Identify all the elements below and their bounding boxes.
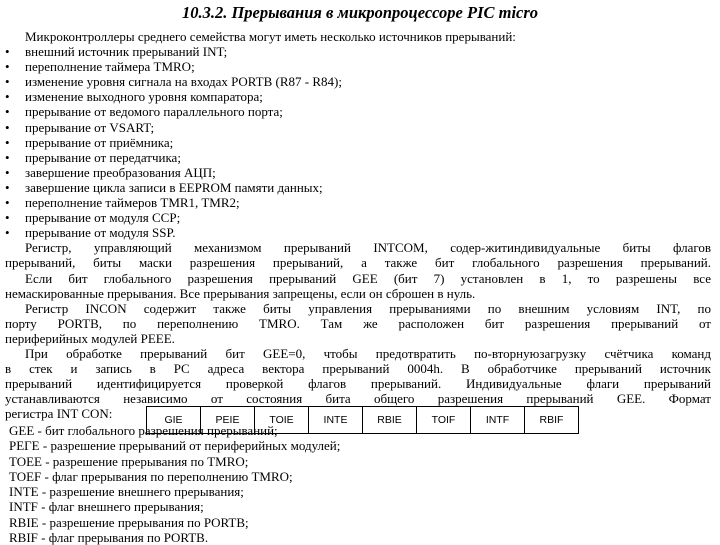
bullet-icon: • [5, 149, 10, 165]
interrupt-sources-list [5, 44, 711, 240]
paragraph-line: устанавливаются независимо от состояния бита общего разрешения прерываний GEE. Формат [5, 391, 711, 407]
interrupt-source-text: прерывание от модуля SSP. [25, 225, 176, 241]
bit-definition-item: TOEE - разрешение прерывания по TMRO; [9, 453, 249, 469]
interrupt-source-item [5, 180, 711, 195]
interrupt-source-item [5, 165, 711, 180]
interrupt-source-text: завершение преобразования АЦП; [25, 164, 216, 180]
paragraph-line: Регистр, управляющий механизмом прерываний INTCOM, содер-житиндивидуальные биты флагов [25, 240, 711, 256]
bullet-icon: • [5, 210, 10, 226]
register-description [5, 240, 711, 406]
register-bit-cell: RBIE [363, 407, 417, 433]
interrupt-source-item [5, 135, 711, 150]
interrupt-source-text: прерывание от VSART; [25, 119, 155, 135]
bullet-icon: • [5, 104, 10, 120]
interrupt-source-text: прерывание от модуля CCP; [25, 210, 181, 226]
interrupt-source-text: прерывание от приёмника; [25, 134, 174, 150]
bullet-icon: • [5, 179, 10, 195]
bullet-icon: • [5, 134, 10, 150]
bullet-icon: • [5, 119, 10, 135]
paragraph-line: Если бит глобального разрешения прерываний GEE (бит 7) установлен в 1, то разрешены все [25, 270, 711, 286]
interrupt-source-item [5, 89, 711, 104]
bit-definitions-list [9, 423, 340, 545]
interrupt-source-item [5, 225, 711, 240]
intro-line: Микроконтроллеры среднего семейства могут иметь несколько источников прерываний: [25, 29, 516, 44]
interrupt-source-text: переполнение таймеров TMR1, TMR2; [25, 195, 240, 211]
register-bit-cell: PEIE [201, 407, 255, 433]
bullet-icon: • [5, 59, 10, 75]
bit-definition-item: PEГE - разрешение прерываний от периферийных модулей; [9, 438, 341, 454]
bullet-icon: • [5, 74, 10, 90]
bit-definition-item: RBIF - флаг прерывания по PORTB. [9, 530, 209, 545]
paragraph-line: При обработке прерываний бит GEE=0, чтобы предотвратить по-вторнуюзагрузку счётчика команд [25, 345, 711, 361]
paragraph-line: Регистр INCON содержит также биты управления прерываниями по внешним условиям INT, по [25, 300, 711, 316]
paragraph-line: прерываний идентифицируется проверкой флагов прерываний. Индивидуальные флаги прерываний [5, 376, 711, 392]
paragraph-line: прерываний, биты маски разрешения прерываний, а также бит глобального разрешения прерываний. [5, 255, 711, 271]
interrupt-source-item [5, 120, 711, 135]
bullet-icon: • [5, 225, 10, 241]
register-format-label: регистра INT CON: [5, 406, 113, 422]
paragraph-line: порту PORTB, по переполнению TMRO. Там же расположен бит разрешения прерываний от [5, 315, 711, 331]
register-bit-cell: TOIE [255, 407, 309, 433]
interrupt-source-item [5, 59, 711, 74]
interrupt-source-item [5, 104, 711, 119]
body-text [5, 29, 711, 446]
register-bit-cell: GIE [147, 407, 201, 433]
interrupt-source-text: изменение уровня сигнала на входах PORTB (R87 - R84); [25, 74, 342, 90]
interrupt-source-item [5, 195, 711, 210]
bit-definition-item: INTF - флаг внешнего прерывания; [9, 499, 204, 515]
interrupt-source-text: прерывание от передатчика; [25, 149, 181, 165]
interrupt-source-item [5, 150, 711, 165]
paragraph-line: немаскированные прерывания. Все прерывания запрещены, если он сброшен в нуль. [5, 285, 476, 301]
paragraph-line: периферийных модулей PEEE. [5, 330, 175, 346]
bullet-icon: • [5, 44, 10, 60]
section-title: 10.3.2. Прерывания в микропроцессоре PIC micro [181, 3, 539, 22]
interrupt-source-text: переполнение таймера TMRO; [25, 59, 195, 75]
bit-definition-item: TOEF - флаг прерывания по переполнению TMRO; [9, 468, 293, 484]
interrupt-source-text: прерывание от ведомого параллельного порта; [25, 104, 283, 120]
interrupt-source-text: завершение цикла записи в EEPROM памяти данных; [25, 179, 323, 195]
interrupt-source-item [5, 44, 711, 59]
interrupt-source-text: изменение выходного уровня компаратора; [25, 89, 263, 105]
interrupt-source-text: внешний источник прерываний INT; [25, 44, 228, 60]
bullet-icon: • [5, 195, 10, 211]
register-bit-cell: RBIF [539, 414, 564, 427]
interrupt-source-item [5, 74, 711, 89]
paragraph-line: в стек и запись в PC адреса вектора прерываний 0004h. В обработчике прерываний источник [5, 361, 711, 377]
bullet-icon: • [5, 164, 10, 180]
register-bit-cell: INTF [471, 407, 525, 433]
register-bit-cell: TOIF [417, 407, 471, 433]
bullet-icon: • [5, 89, 10, 105]
bit-definition-item: INTE - разрешение внешнего прерывания; [9, 484, 244, 500]
bit-definition-item: RBIE - разрешение прерывания по PORTB; [9, 514, 249, 530]
bit-definition-item: GEE - бит глобального разрешения прерываний; [9, 423, 278, 438]
interrupt-source-item [5, 210, 711, 225]
register-bit-cell: INTE [309, 407, 363, 433]
